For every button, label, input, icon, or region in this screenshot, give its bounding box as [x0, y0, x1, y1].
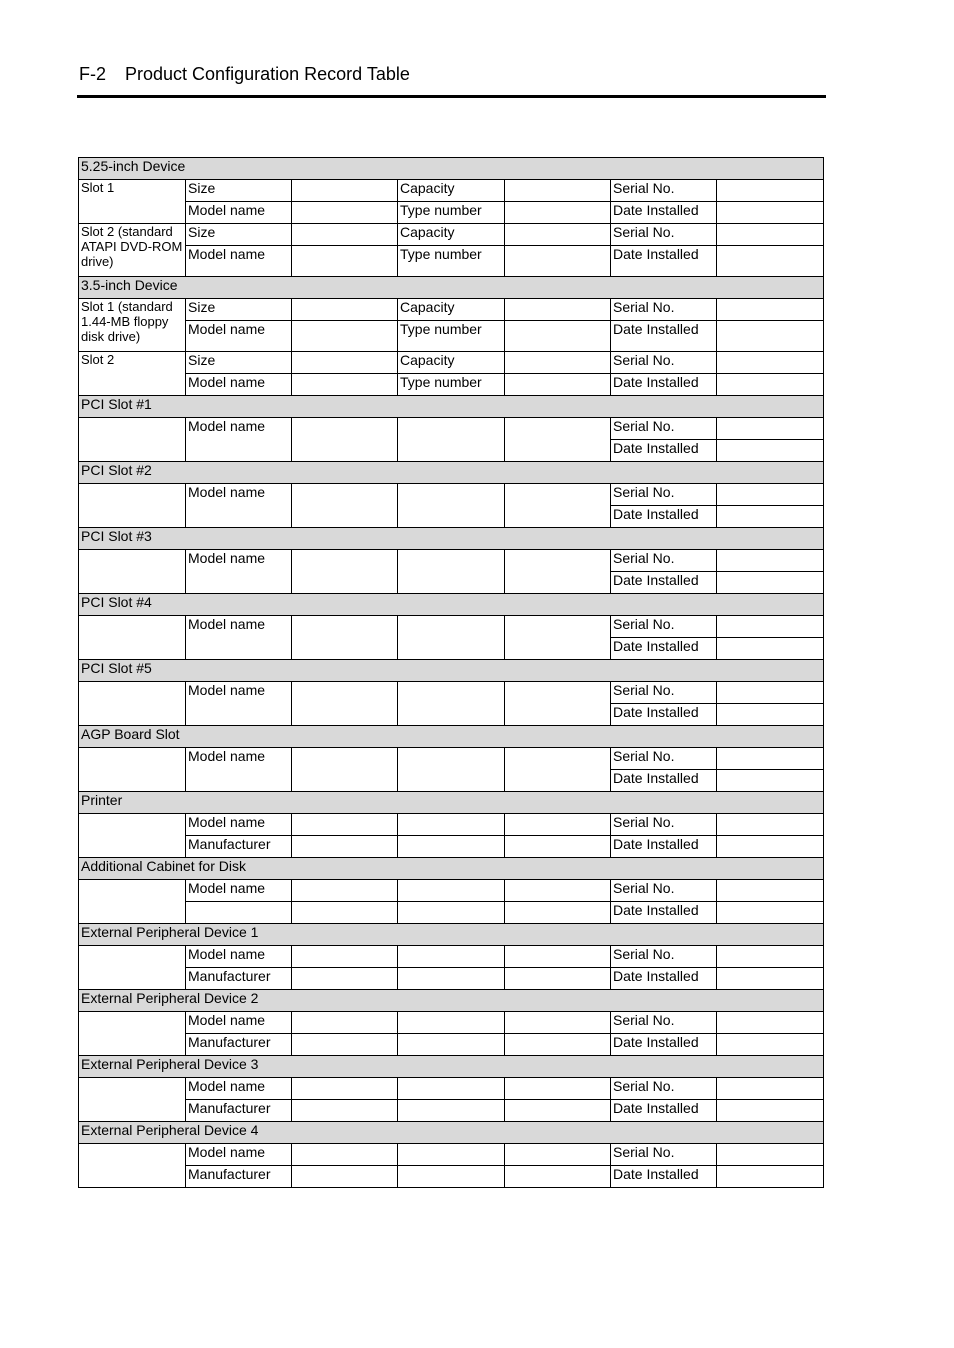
slot-label [79, 616, 186, 660]
field-label: Date Installed [611, 968, 717, 990]
value-cell[interactable] [717, 224, 824, 246]
value-cell[interactable] [292, 616, 398, 660]
field-label: Date Installed [611, 638, 717, 660]
field-label: Model name [186, 484, 292, 528]
table-row [79, 902, 824, 924]
field-label: Date Installed [611, 704, 717, 726]
table-row [79, 1034, 824, 1056]
table-row [79, 836, 824, 858]
field-label: Capacity [398, 352, 505, 374]
value-cell[interactable] [292, 484, 398, 528]
value-cell[interactable] [717, 814, 824, 836]
value-cell[interactable] [505, 1144, 611, 1166]
field-label: Serial No. [611, 484, 717, 506]
value-cell[interactable] [505, 224, 611, 246]
field-label: Model name [186, 374, 292, 396]
table-row [79, 352, 824, 374]
header-rule [77, 95, 826, 98]
value-cell[interactable] [292, 224, 398, 246]
value-cell[interactable] [717, 682, 824, 704]
value-cell[interactable] [398, 748, 505, 792]
field-label: Size [186, 352, 292, 374]
table-row [79, 299, 824, 321]
value-cell[interactable] [505, 814, 611, 836]
value-cell[interactable] [292, 418, 398, 462]
value-cell[interactable] [717, 1166, 824, 1188]
table-row [79, 202, 824, 224]
table-row [79, 462, 824, 484]
table-row [79, 792, 824, 814]
slot-label: Slot 2 (standard ATAPI DVD-ROM drive) [79, 224, 186, 277]
value-cell[interactable] [717, 484, 824, 506]
value-cell[interactable] [398, 1166, 505, 1188]
field-label: Model name [186, 682, 292, 726]
field-label: Serial No. [611, 748, 717, 770]
field-label: Type number [398, 321, 505, 352]
table-row [79, 1056, 824, 1078]
table-row [79, 321, 824, 352]
value-cell[interactable] [292, 1144, 398, 1166]
field-label: Date Installed [611, 246, 717, 277]
field-label: Model name [186, 616, 292, 660]
field-label: Capacity [398, 180, 505, 202]
field-label: Model name [186, 550, 292, 594]
table-row [79, 528, 824, 550]
field-label: Type number [398, 202, 505, 224]
value-cell[interactable] [398, 550, 505, 594]
table-row [79, 396, 824, 418]
value-cell[interactable] [292, 352, 398, 374]
table-row [79, 682, 824, 704]
value-cell[interactable] [717, 616, 824, 638]
value-cell[interactable] [505, 418, 611, 462]
value-cell[interactable] [717, 374, 824, 396]
value-cell[interactable] [398, 1034, 505, 1056]
slot-label [79, 1144, 186, 1188]
value-cell[interactable] [505, 836, 611, 858]
table-row [79, 418, 824, 440]
section-number: F-2 [79, 64, 106, 84]
field-label: Type number [398, 246, 505, 277]
table-row [79, 616, 824, 638]
value-cell[interactable] [398, 1100, 505, 1122]
value-cell[interactable] [505, 1100, 611, 1122]
value-cell[interactable] [717, 880, 824, 902]
value-cell[interactable] [398, 902, 505, 924]
field-label: Serial No. [611, 682, 717, 704]
section-title: 5.25-inch Device [79, 158, 824, 180]
table-row [79, 924, 824, 946]
section-title: PCI Slot #1 [79, 396, 824, 418]
table-row [79, 814, 824, 836]
value-cell[interactable] [292, 880, 398, 902]
value-cell[interactable] [717, 638, 824, 660]
field-label: Size [186, 224, 292, 246]
value-cell[interactable] [717, 836, 824, 858]
value-cell[interactable] [717, 246, 824, 277]
field-label: Model name [186, 202, 292, 224]
section-title: PCI Slot #5 [79, 660, 824, 682]
value-cell[interactable] [717, 748, 824, 770]
section-title: External Peripheral Device 2 [79, 990, 824, 1012]
value-cell[interactable] [505, 299, 611, 321]
value-cell[interactable] [398, 1078, 505, 1100]
field-label: Serial No. [611, 1144, 717, 1166]
section-title: External Peripheral Device 1 [79, 924, 824, 946]
table-row [79, 180, 824, 202]
value-cell[interactable] [505, 902, 611, 924]
field-label: Model name [186, 1078, 292, 1100]
page-title: Product Configuration Record Table [125, 64, 410, 84]
field-label: Manufacturer [186, 1166, 292, 1188]
value-cell[interactable] [505, 180, 611, 202]
table-row [79, 726, 824, 748]
value-cell[interactable] [292, 180, 398, 202]
value-cell[interactable] [292, 1012, 398, 1034]
slot-label [79, 550, 186, 594]
section-title: Printer [79, 792, 824, 814]
value-cell[interactable] [717, 704, 824, 726]
field-label: Manufacturer [186, 1034, 292, 1056]
value-cell[interactable] [505, 550, 611, 594]
value-cell[interactable] [398, 1012, 505, 1034]
field-label: Size [186, 180, 292, 202]
field-label: Date Installed [611, 572, 717, 594]
table-row [79, 277, 824, 299]
value-cell[interactable] [398, 484, 505, 528]
section-title: PCI Slot #3 [79, 528, 824, 550]
table-row [79, 968, 824, 990]
value-cell[interactable] [505, 682, 611, 726]
section-title: PCI Slot #2 [79, 462, 824, 484]
value-cell[interactable] [505, 1166, 611, 1188]
value-cell[interactable] [292, 299, 398, 321]
value-cell[interactable] [292, 321, 398, 352]
slot-label [79, 946, 186, 990]
section-title: Additional Cabinet for Disk [79, 858, 824, 880]
value-cell[interactable] [292, 246, 398, 277]
value-cell[interactable] [292, 374, 398, 396]
slot-label: Slot 2 [79, 352, 186, 396]
slot-label [79, 682, 186, 726]
field-label: Date Installed [611, 1034, 717, 1056]
value-cell[interactable] [398, 1144, 505, 1166]
table-row [79, 224, 824, 246]
value-cell[interactable] [398, 968, 505, 990]
value-cell[interactable] [292, 946, 398, 968]
table-row [79, 374, 824, 396]
value-cell[interactable] [505, 1078, 611, 1100]
value-cell[interactable] [505, 946, 611, 968]
value-cell[interactable] [505, 616, 611, 660]
value-cell[interactable] [717, 180, 824, 202]
table-row [79, 1122, 824, 1144]
field-label: Date Installed [611, 321, 717, 352]
slot-label [79, 814, 186, 858]
value-cell[interactable] [398, 946, 505, 968]
value-cell[interactable] [292, 550, 398, 594]
value-cell[interactable] [717, 1100, 824, 1122]
value-cell[interactable] [717, 946, 824, 968]
value-cell[interactable] [292, 1078, 398, 1100]
section-title: PCI Slot #4 [79, 594, 824, 616]
field-label: Serial No. [611, 616, 717, 638]
page-header [79, 64, 410, 85]
value-cell[interactable] [505, 748, 611, 792]
value-cell[interactable] [717, 1012, 824, 1034]
field-label: Date Installed [611, 440, 717, 462]
value-cell[interactable] [292, 1100, 398, 1122]
table-row [79, 990, 824, 1012]
value-cell[interactable] [505, 246, 611, 277]
table-row [79, 1078, 824, 1100]
field-label: Model name [186, 946, 292, 968]
field-label: Model name [186, 880, 292, 902]
field-label: Model name [186, 246, 292, 277]
table-row [79, 1166, 824, 1188]
value-cell[interactable] [505, 484, 611, 528]
field-label: Model name [186, 748, 292, 792]
table-row [79, 246, 824, 277]
field-label: Serial No. [611, 550, 717, 572]
value-cell[interactable] [292, 836, 398, 858]
value-cell[interactable] [717, 418, 824, 440]
value-cell[interactable] [717, 968, 824, 990]
section-title: AGP Board Slot [79, 726, 824, 748]
section-title: External Peripheral Device 4 [79, 1122, 824, 1144]
value-cell[interactable] [505, 374, 611, 396]
value-cell[interactable] [717, 902, 824, 924]
value-cell[interactable] [717, 321, 824, 352]
field-label: Model name [186, 321, 292, 352]
value-cell[interactable] [717, 1144, 824, 1166]
value-cell[interactable] [292, 682, 398, 726]
field-label: Manufacturer [186, 1100, 292, 1122]
field-label: Manufacturer [186, 836, 292, 858]
field-label: Date Installed [611, 902, 717, 924]
configuration-record-table [78, 157, 824, 1188]
value-cell[interactable] [398, 682, 505, 726]
slot-label: Slot 1 [79, 180, 186, 224]
table-row [79, 1100, 824, 1122]
table-row [79, 660, 824, 682]
slot-label [79, 748, 186, 792]
value-cell[interactable] [717, 1078, 824, 1100]
value-cell[interactable] [292, 1166, 398, 1188]
value-cell[interactable] [505, 1034, 611, 1056]
field-label: Serial No. [611, 1012, 717, 1034]
field-label: Capacity [398, 224, 505, 246]
value-cell[interactable] [505, 202, 611, 224]
field-label: Manufacturer [186, 968, 292, 990]
field-label: Serial No. [611, 418, 717, 440]
value-cell[interactable] [717, 770, 824, 792]
value-cell[interactable] [505, 1012, 611, 1034]
value-cell[interactable] [398, 814, 505, 836]
value-cell[interactable] [398, 836, 505, 858]
slot-label [79, 1078, 186, 1122]
value-cell[interactable] [717, 1034, 824, 1056]
field-label [186, 902, 292, 924]
field-label: Date Installed [611, 374, 717, 396]
value-cell[interactable] [717, 299, 824, 321]
value-cell[interactable] [292, 1034, 398, 1056]
value-cell[interactable] [292, 902, 398, 924]
table-row [79, 158, 824, 180]
table-row [79, 484, 824, 506]
field-label: Date Installed [611, 836, 717, 858]
table-row [79, 594, 824, 616]
value-cell[interactable] [398, 616, 505, 660]
field-label: Serial No. [611, 224, 717, 246]
value-cell[interactable] [292, 748, 398, 792]
value-cell[interactable] [717, 550, 824, 572]
field-label: Type number [398, 374, 505, 396]
value-cell[interactable] [505, 880, 611, 902]
value-cell[interactable] [398, 880, 505, 902]
field-label: Serial No. [611, 880, 717, 902]
field-label: Size [186, 299, 292, 321]
field-label: Serial No. [611, 1078, 717, 1100]
field-label: Model name [186, 1012, 292, 1034]
field-label: Date Installed [611, 1100, 717, 1122]
slot-label [79, 880, 186, 924]
table-row [79, 946, 824, 968]
value-cell[interactable] [717, 572, 824, 594]
slot-label [79, 418, 186, 462]
field-label: Serial No. [611, 352, 717, 374]
value-cell[interactable] [398, 418, 505, 462]
table-row [79, 748, 824, 770]
section-title: External Peripheral Device 3 [79, 1056, 824, 1078]
value-cell[interactable] [717, 506, 824, 528]
field-label: Date Installed [611, 202, 717, 224]
field-label: Model name [186, 814, 292, 836]
value-cell[interactable] [292, 202, 398, 224]
table-row [79, 1012, 824, 1034]
slot-label [79, 484, 186, 528]
field-label: Serial No. [611, 946, 717, 968]
value-cell[interactable] [292, 968, 398, 990]
value-cell[interactable] [505, 352, 611, 374]
table-row [79, 880, 824, 902]
field-label: Serial No. [611, 180, 717, 202]
value-cell[interactable] [292, 814, 398, 836]
field-label: Model name [186, 1144, 292, 1166]
field-label: Serial No. [611, 299, 717, 321]
field-label: Model name [186, 418, 292, 462]
field-label: Serial No. [611, 814, 717, 836]
table-row [79, 1144, 824, 1166]
field-label: Capacity [398, 299, 505, 321]
value-cell[interactable] [717, 202, 824, 224]
section-title: 3.5-inch Device [79, 277, 824, 299]
table-row [79, 858, 824, 880]
slot-label [79, 1012, 186, 1056]
field-label: Date Installed [611, 506, 717, 528]
slot-label: Slot 1 (standard 1.44-MB floppy disk drive) [79, 299, 186, 352]
value-cell[interactable] [717, 352, 824, 374]
table-row [79, 550, 824, 572]
field-label: Date Installed [611, 770, 717, 792]
field-label: Date Installed [611, 1166, 717, 1188]
value-cell[interactable] [505, 968, 611, 990]
value-cell[interactable] [505, 321, 611, 352]
value-cell[interactable] [717, 440, 824, 462]
